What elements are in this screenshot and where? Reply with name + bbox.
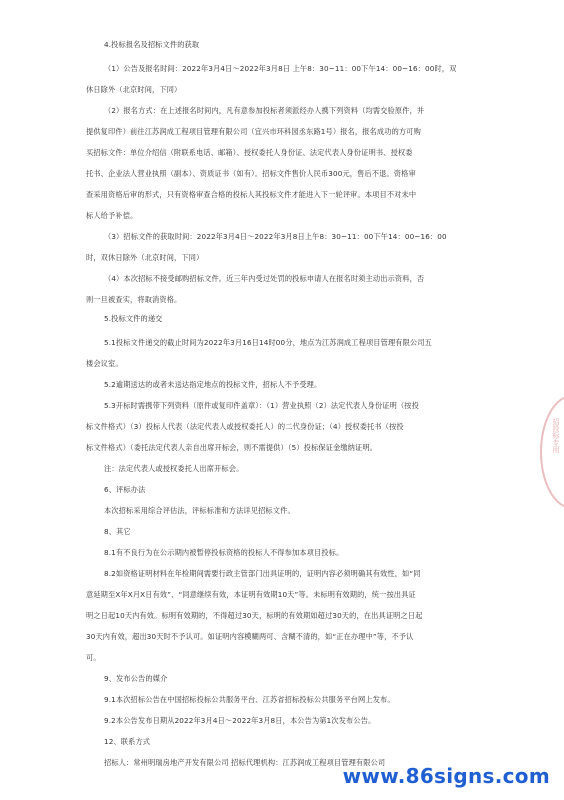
paragraph-line: 休日除外（北京时间，下同） — [86, 85, 182, 94]
paragraph-line: 意延期至X年X月X日有效”、“同意继续有效，本证明有效期10天”等。未标明有效期的，统一按出具证 — [86, 590, 416, 599]
section-9-title: 9、发布公告的媒介 — [104, 674, 168, 683]
paragraph-4-3 — [86, 226, 470, 268]
paragraph-line: 30天内有效，超出30天时不予认可。如证明内容模糊两可、含糊不清的，如“正在办理中”等，不予认 — [86, 632, 414, 641]
paragraph-line: 可。 — [86, 653, 101, 662]
section-5-title: 5.投标文件的递交 — [104, 314, 163, 323]
paragraph-line: 5.1投标文件递交的截止时间为2022年3月16日14时00分，地点为江苏润成工程项目管理有限公司五 — [104, 338, 432, 347]
paragraph-line: 标文件格式）（3）投标人代表（法定代表人或授权委托人）的二代身份证；（4）授权委托书（按投 — [86, 422, 404, 431]
paragraph-line: （4）本次招标不接受邮购招标文件。近三年内受过处罚的投标申请人在报名时须主动出示资料，否 — [104, 274, 425, 283]
paragraph-4-1 — [86, 58, 470, 100]
section-4-title: 4.投标报名及招标文件的获取 — [104, 40, 200, 49]
paragraph-line: 8.2如资格证明材料在年检期间需要行政主管部门出具证明的，证明内容必须明确其有效性，如“同 — [104, 569, 421, 578]
paragraph-5-2: 5.2逾期送达的或者未送达指定地点的投标文件，招标人不予受理。 — [104, 380, 322, 389]
paragraph-4-2 — [86, 100, 470, 226]
paragraph-line: （1）公告及报名时间：2022年3月4日～2022年3月8日 上午8：30~11：00下午14：00~16：00时，双 — [104, 64, 457, 73]
paragraph-9-2: 9.2本公告发布日期从2022年3月4日～2022年3月8日，本公告为第1次发布公告。 — [104, 716, 376, 725]
paragraph-line: 托书、企业法人营业执照（副本）、资质证书（如有）。招标文件售价人民币300元，售后不退。资格审 — [86, 169, 416, 178]
paragraph-8-2 — [86, 563, 470, 668]
section-6-title: 6、评标办法 — [104, 485, 146, 494]
paragraph-12-1: 招标人：常州明瑞房地产开发有限公司 招标代理机构：江苏润成工程项目管理有限公司 — [104, 758, 386, 767]
paragraph-line: 提供复印件）前往江苏润成工程项目管理有限公司（宜兴市环科园丞东路1号）报名，报名成功的方可购 — [86, 127, 421, 136]
paragraph-9-1: 9.1本次招标公告在中国招标投标公共服务平台、江苏省招标投标公共服务平台网上发布。 — [104, 695, 395, 704]
paragraph-line: 则一旦被查实，将取消资格。 — [86, 295, 182, 304]
paragraph-line: 查采用资格后审的形式，只有资格审查合格的投标人其投标文件才能进入下一轮评审。本项目不对未中 — [86, 190, 417, 199]
section-12-title: 12、联系方式 — [104, 737, 151, 746]
paragraph-line: 楼会议室。 — [86, 359, 123, 368]
paragraph-5-1 — [86, 332, 470, 374]
paragraph-line: 明之日起10天内有效。标明有效期的，不得超过30天，标明的有效期如超过30天的，在出具证明之日起 — [86, 611, 423, 620]
paragraph-line: （3）招标文件的获取时间：2022年3月4日～2022年3月8日上午8：30~11：00下午14：00~16：00 — [104, 232, 447, 241]
paragraph-6-1: 本次招标采用综合评估法，评标标准和方法详见招标文件。 — [104, 506, 295, 515]
paragraph-line: 标人给予补偿。 — [86, 211, 138, 220]
paragraph-line: （2）报名方式：在上述报名时间内，凡有意参加投标者须派经办人携下列资料（均需交验原件，并 — [104, 106, 425, 115]
paragraph-line: 标文件格式）（委托法定代表人亲自出席开标会，则不需提供）（5）投标保证金缴纳证明。 — [86, 443, 378, 452]
paragraph-line: 时，双休日除外（北京时间，下同） — [86, 253, 204, 262]
paragraph-line: 5.3开标时需携带下列资料（原件或复印件盖章）：（1）营业执照（2）法定代表人身份证明（按投 — [104, 401, 419, 410]
section-8-title: 8、其它 — [104, 527, 131, 536]
paragraph-4-4 — [86, 268, 470, 310]
paragraph-5-note: 注：法定代表人或授权委托人出席开标会。 — [104, 464, 244, 473]
site-watermark: www.86signs.com — [342, 764, 550, 788]
seal-text: 招投标专用 — [552, 418, 560, 453]
paragraph-line: 买招标文件：单位介绍信（附联系电话、邮箱）、授权委托人身份证、法定代表人身份证明书、授权委 — [86, 148, 413, 157]
paragraph-8-1: 8.1有不良行为在公示期内被暂停投标资格的投标人不得参加本项目投标。 — [104, 548, 344, 557]
paragraph-5-3 — [86, 395, 470, 458]
